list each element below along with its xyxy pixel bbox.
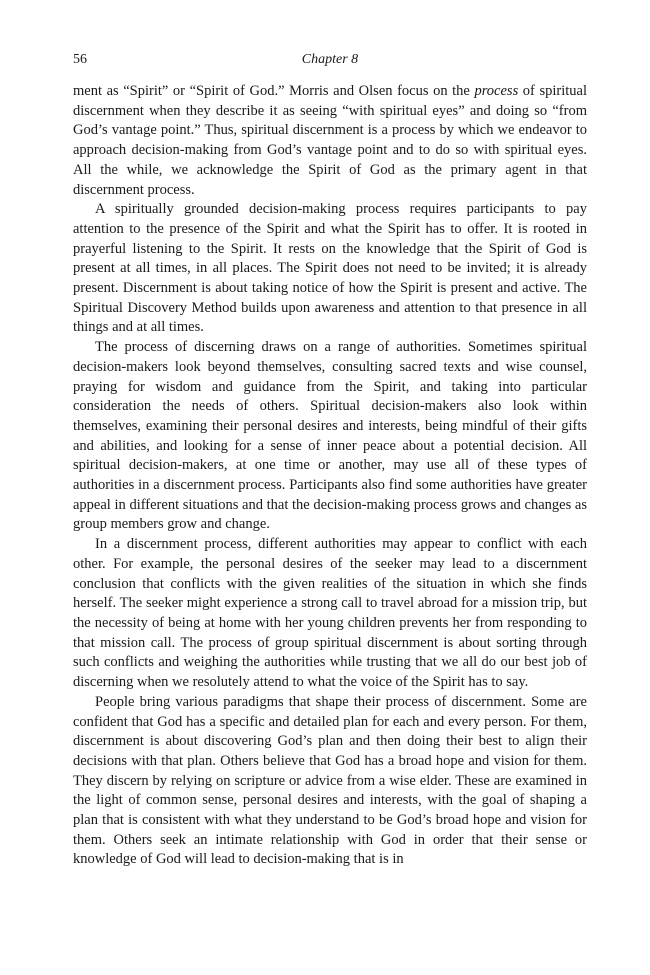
paragraph: A spiritually grounded decision-making process requires participants to pay attention to the presence of the Spirit and what the Spirit has to offer. It is rooted in prayerful listening to the Spirit. It rests on the knowledge that the Spirit of God is present at all times, in all places. The Spirit does not need to be invited; it is already present. Discernment is about taking notice of how the Spirit is present and active. The Spiritual Discovery Method builds upon awareness and attention to that presence in all things and at all times. [73, 201, 587, 336]
paragraph-text-part: ment as “Spirit” or “Spirit of God.” Morris and Olsen focus on the [73, 83, 475, 99]
body-text [73, 82, 587, 870]
paragraph: In a discernment process, different authorities may appear to conflict with each other. For example, the personal desires of the seeker may lead to a discernment conclusion that conflicts with the given realities of the situation in which she finds herself. The seeker might experience a strong call to travel abroad for a mission trip, but the necessity of being at home with her young children prevents her from responding to that mission call. The process of group spiritual discernment is about sorting through such conflicts and weighing the authorities while trusting that we all do our best job of discerning when we resolutely attend to what the voice of the Spirit has to say. [73, 536, 587, 691]
paragraph-continued [73, 82, 587, 200]
running-head [73, 52, 587, 74]
chapter-title: Chapter 8 [301, 52, 359, 67]
paragraph-text-part: of spiritual discernment when they describe it as seeing “with spiritual eyes” and doing so “from God’s vantage point.” Thus, spiritual discernment is a process by which we endeavor to approach decision-making from God’s vantage point and to do so with spiritual eyes. All the while, we acknowledge the Spirit of God as the primary agent in that discernment process. [73, 83, 587, 198]
paragraph: The process of discerning draws on a range of authorities. Sometimes spiritual decision-makers look beyond themselves, consulting sacred texts and wise counsel, praying for wisdom and guidance from the Spirit, and taking into particular consideration the needs of others. Spiritual decision-makers also look within themselves, examining their personal desires and interests, being mindful of their gifts and abilities, and looking for a sense of inner peace about a potential decision. All spiritual decision-makers, at one time or another, may use all of these types of authorities in a discernment process. Participants also find some authorities have greater appeal in different situations and that the decision-making process grows and changes as group members grow and change. [73, 339, 587, 533]
page-number: 56 [73, 52, 87, 67]
italic-emphasis: process [474, 83, 519, 99]
paragraph: People bring various paradigms that shape their process of discernment. Some are confident that God has a specific and detailed plan for each and every person. For them, discernment is about discovering God’s plan and then doing their best to align their decisions with that plan. Others believe that God has a broad hope and vision for them. They discern by relying on scripture or advice from a wise elder. These are examined in the light of common sense, personal desires and interests, with the goal of shaping a plan that is consistent with what they understand to be God’s broad hope and vision for them. Others seek an intimate relationship with God in order that their sense or knowledge of God will lead to decision-making that is in [73, 693, 587, 868]
book-page [73, 52, 587, 870]
